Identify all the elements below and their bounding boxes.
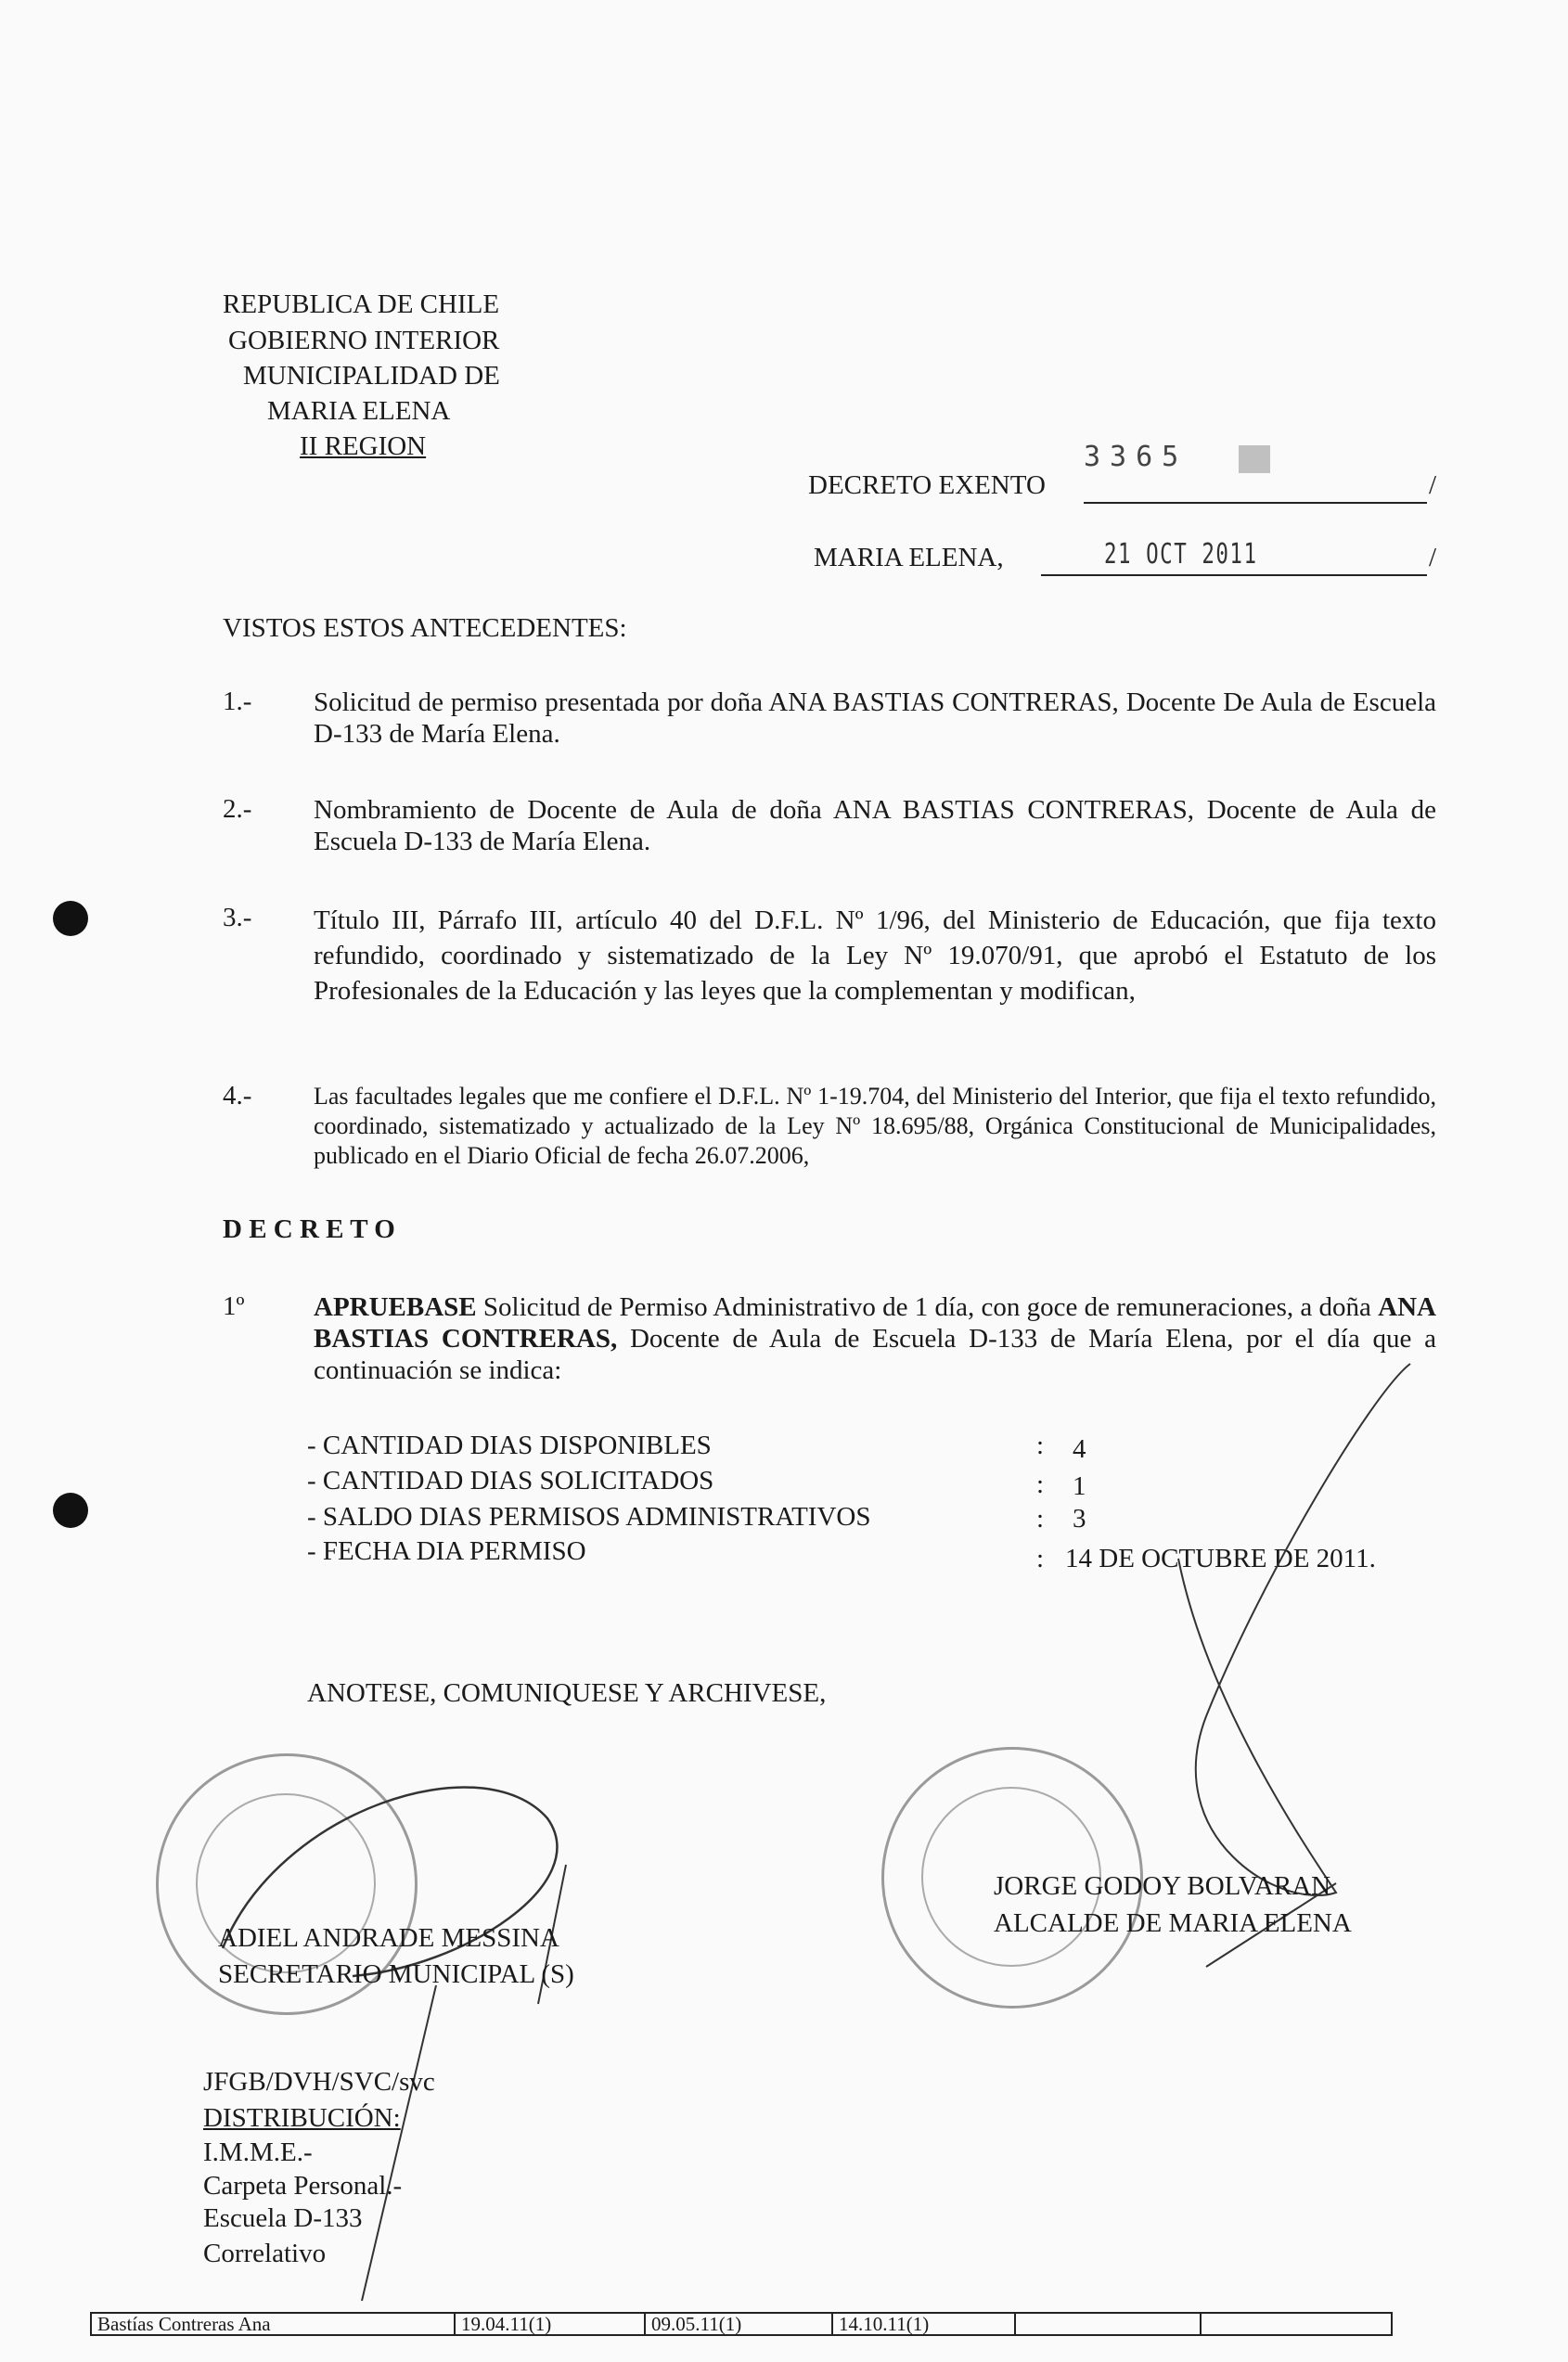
table-cell: 14.10.11(1): [832, 2313, 1015, 2335]
article-text-part: Solicitud de Permiso Administrativo de 1 día, con goce de remuneraciones, a doña: [476, 1292, 1379, 1322]
table-cell: Bastías Contreras Ana: [91, 2313, 455, 2335]
decree-label: DECRETO EXENTO: [808, 470, 1046, 500]
detail-label: - SALDO DIAS PERMISOS ADMINISTRATIVOS: [307, 1502, 871, 1532]
decree-number: 3365: [1084, 441, 1189, 473]
closing-text: ANOTESE, COMUNIQUESE Y ARCHIVESE,: [307, 1678, 827, 1708]
date-stamp: 21 OCT 2011: [1104, 538, 1258, 571]
detail-value: 14 DE OCTUBRE DE 2011.: [1065, 1544, 1376, 1573]
detail-value: 3: [1073, 1504, 1086, 1534]
table-cell: 09.05.11(1): [645, 2313, 832, 2335]
vistos-item: Las facultades legales que me confiere el D.F.L. Nº 1-19.704, del Ministerio del Interior, que fija el texto refundido, coordinado, sistematizado y actualizado de la Ley Nº 18.695/88, Orgánica Constitucional de Municipalidades, publicado en el Diario Oficial de fecha 26.07.2006,: [314, 1083, 1436, 1169]
letterhead-line: MUNICIPALIDAD DE: [243, 361, 500, 391]
distribution-item: Carpeta Personal.-: [203, 2171, 403, 2201]
detail-label: - CANTIDAD DIAS SOLICITADOS: [307, 1466, 714, 1496]
article-bold: APRUEBASE: [314, 1292, 477, 1322]
detail-colon: :: [1036, 1504, 1045, 1534]
detail-colon: :: [1036, 1431, 1045, 1460]
table-cell: 19.04.11(1): [455, 2313, 645, 2335]
detail-value: 1: [1073, 1471, 1086, 1501]
table-cell: [1201, 2313, 1392, 2335]
left-signer-name: ADIEL ANDRADE MESSINA: [218, 1923, 559, 1953]
place-label: MARIA ELENA,: [814, 543, 1004, 572]
vistos-item: Solicitud de permiso presentada por doña ANA BASTIAS CONTRERAS, Docente De Aula de Escuela D-133 de María Elena.: [314, 687, 1436, 749]
distribution-item: I.M.M.E.-: [203, 2137, 313, 2167]
item-number: 4.-: [223, 1081, 252, 1110]
letterhead-line: REPUBLICA DE CHILE: [223, 289, 500, 319]
vistos-item: Nombramiento de Docente de Aula de doña ANA BASTIAS CONTRERAS, Docente de Aula de Escuela D-133 de María Elena.: [314, 795, 1436, 856]
letterhead-line: MARIA ELENA: [267, 396, 451, 426]
slash: /: [1429, 543, 1437, 572]
letterhead-line: GOBIERNO INTERIOR: [228, 326, 500, 355]
detail-colon: :: [1036, 1470, 1045, 1499]
permit-record-table: [90, 2312, 1393, 2336]
detail-label: - FECHA DIA PERMISO: [307, 1536, 586, 1566]
initials: JFGB/DVH/SVC/svc: [203, 2067, 435, 2097]
decreto-title: D E C R E T O: [223, 1214, 395, 1244]
detail-label: - CANTIDAD DIAS DISPONIBLES: [307, 1431, 712, 1460]
detail-colon: :: [1036, 1544, 1045, 1573]
left-signer-title: SECRETARIO MUNICIPAL (S): [218, 1959, 574, 1989]
article-bold: ANA BASTIAS CONTRERAS,: [314, 1292, 1436, 1354]
table-row: [91, 2313, 1392, 2335]
letterhead-line: II REGION: [300, 431, 427, 461]
right-signer-name: JORGE GODOY BOLVARAN: [994, 1871, 1331, 1901]
distribution-item: Escuela D-133: [203, 2203, 363, 2233]
vistos-item: Título III, Párrafo III, artículo 40 del D.F.L. Nº 1/96, del Ministerio de Educación, que fija texto refundido, coordinado y sistematizado de la Ley Nº 19.070/91, que aprobó el Estatuto de los Profesionales de la Educación y las leyes que la complementan y modifican,: [314, 905, 1436, 1006]
table-cell: [1015, 2313, 1201, 2335]
article-text-part: Docente de Aula de Escuela D-133 de María Elena, por el día que a continuación se indica:: [314, 1324, 1436, 1385]
article-number: 1º: [223, 1291, 245, 1321]
distribution-item: Correlativo: [203, 2239, 327, 2268]
item-number: 1.-: [223, 687, 252, 716]
detail-value: 4: [1073, 1434, 1086, 1464]
distribution-title: DISTRIBUCIÓN:: [203, 2103, 401, 2133]
vistos-title: VISTOS ESTOS ANTECEDENTES:: [223, 613, 627, 643]
item-number: 3.-: [223, 903, 252, 932]
item-number: 2.-: [223, 794, 252, 824]
slash: /: [1429, 470, 1437, 500]
right-signer-title: ALCALDE DE MARIA ELENA: [994, 1908, 1352, 1938]
